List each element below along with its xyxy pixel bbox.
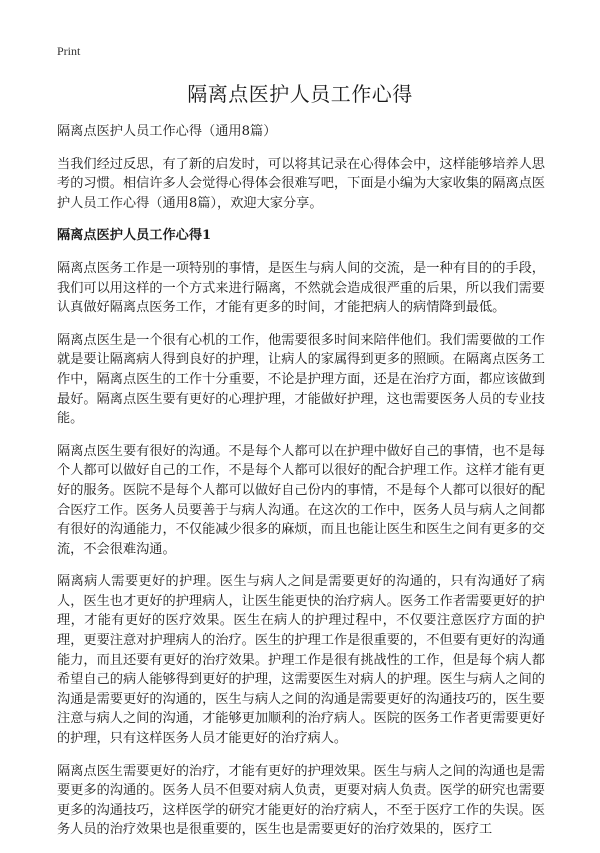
intro-paragraph: 当我们经过反思，有了新的启发时，可以将其记录在心得体会中，这样能够培养人思考的习惯。相信许多人会觉得心得体会很难写吧，下面是小编为大家收集的隔离点医护人员工作心得（通用8篇），欢迎大家分享。 [57, 156, 545, 211]
section-heading: 隔离点医护人员工作心得1 [57, 228, 212, 244]
article-subtitle: 隔离点医护人员工作心得（通用8篇） [57, 124, 277, 139]
body-paragraph: 隔离病人需要更好的护理。医生与病人之间是需要更好的沟通的，只有沟通好了病人，医生也才更好的护理病人，让医生能更快的治疗病人。医务工作者需要更好的护理，才能有更好的医疗效果。医生在病人的护理过程中，不仅要注意医疗方面的护理，更要注意对护理病人的治疗。医生的护理工作是很重要的，不但要有更好的沟通能力，而且还要有更好的治疗效果。护理工作是很有挑战性的工作，但是每个病人都希望自己的病人能够得到更好的护理，这需要医生对病人的护理。医生与病人之间的沟通是需要更好的沟通的，医生与病人之间的沟通是需要更好的沟通技巧的，医生要注意与病人之间的沟通，才能够更加顺利的治疗病人。医院的医务工作者更需要更好的护理，只有这样医务人员才能更好的治疗病人。 [57, 574, 545, 747]
page-title: 隔离点医护人员工作心得 [187, 82, 413, 106]
body-paragraph: 隔离点医生要有很好的沟通。不是每个人都可以在护理中做好自己的事情，也不是每个人都可以做好自己的工作，不是每个人都可以很好的配合护理工作。这样才能有更好的服务。医院不是每个人都可以做好自己份内的事情，不是每个人都可以很好的配合医疗工作。医务人员要善于与病人沟通。在这次的工作中，医务人员与病人之间都有很好的沟通能力，不仅能减少很多的麻烦，而且也能让医生和医生之间有更多的交流，不会很难沟通。 [57, 443, 545, 557]
print-link[interactable]: Print [57, 44, 81, 58]
body-paragraph: 隔离点医生需要更好的治疗，才能有更好的护理效果。医生与病人之间的沟通也是需要更多的沟通的。医务人员不但要对病人负责，更要对病人负责。医学的研究也需要更多的沟通技巧，这样医学的研究才能更好的治疗病人，不至于医疗工作的失误。医务人员的治疗效果也是很重要的，医生也是需要更好的治疗效果的，医疗工 [57, 763, 545, 838]
article-body [57, 122, 545, 853]
body-paragraph: 隔离点医务工作是一项特别的事情，是医生与病人间的交流，是一种有目的的手段，我们可以用这样的一个方式来进行隔离，不然就会造成很严重的后果，所以我们需要认真做好隔离点医务工作，才能有更多的时间，才能把病人的病情降到最低。 [57, 260, 545, 316]
body-paragraph: 隔离点医生是一个很有心机的工作，他需要很多时间来陪伴他们。我们需要做的工作就是要让隔离病人得到良好的护理，让病人的家属得到更多的照顾。在隔离点医务工作中，隔离点医生的工作十分重要，不论是护理方面，还是在治疗方面，都应该做到最好。隔离点医生要有更好的心理护理，才能做好护理，这也需要医务人员的专业技能。 [57, 332, 545, 427]
